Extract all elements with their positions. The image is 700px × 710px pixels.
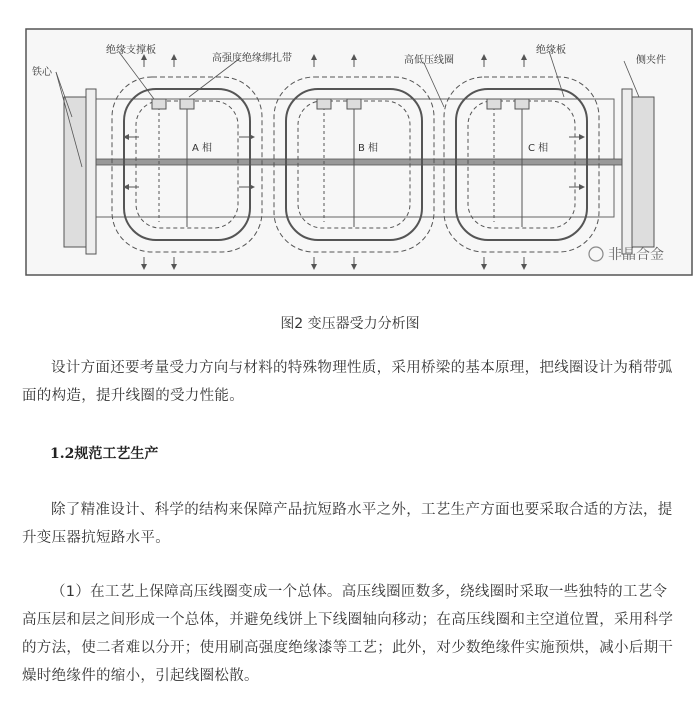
label-side-clamp: 侧夹件: [636, 55, 666, 66]
core-band: [64, 159, 654, 165]
label-core: 铁心: [32, 67, 52, 78]
label-high-strength-band: 高强度绝缘绑扎带: [212, 53, 292, 64]
label-insulation-board: 绝缘板: [536, 45, 566, 56]
section-heading: 1.2规范工艺生产: [50, 446, 159, 462]
label-insulation-support: 绝缘支撑板: [106, 45, 156, 56]
label-phase-b: B 相: [358, 143, 379, 154]
left-clamp: [64, 97, 86, 247]
paragraph-2: 除了精准设计、科学的结构来保障产品抗短路水平之外，工艺生产方面也要采取合适的方法，提升变压器抗短路水平。: [22, 502, 673, 546]
paragraph-1: 设计方面还要考量受力方向与材料的特殊物理性质，采用桥梁的基本原理，把线圈设计为稍带弧面的构造，提升线圈的受力性能。: [22, 360, 673, 404]
label-phase-c: C 相: [528, 143, 549, 154]
svg-text:非晶合金: 非晶合金: [608, 247, 664, 263]
label-hv-coil: 高低压线圈: [404, 55, 454, 66]
paragraph-3: （1）在工艺上保障高压线圈变成一个总体。高压线圈匝数多，绕线圈时采取一些独特的工艺令高压层和层之间形成一个总体，并避免线饼上下线圈轴向移动；在高压线圈和主空道位置，采用科学的方法，使二者难以分开；使用刷高强度绝缘漆等工艺；此外，对少数绝缘件实施预烘，减小后期干燥时绝缘件的缩小，引起线圈松散。: [22, 584, 674, 684]
transformer-force-diagram: [24, 27, 694, 277]
label-phase-a: A 相: [192, 143, 213, 154]
right-clamp: [632, 97, 654, 247]
figure-caption: 图2 变压器受力分析图: [280, 316, 420, 332]
